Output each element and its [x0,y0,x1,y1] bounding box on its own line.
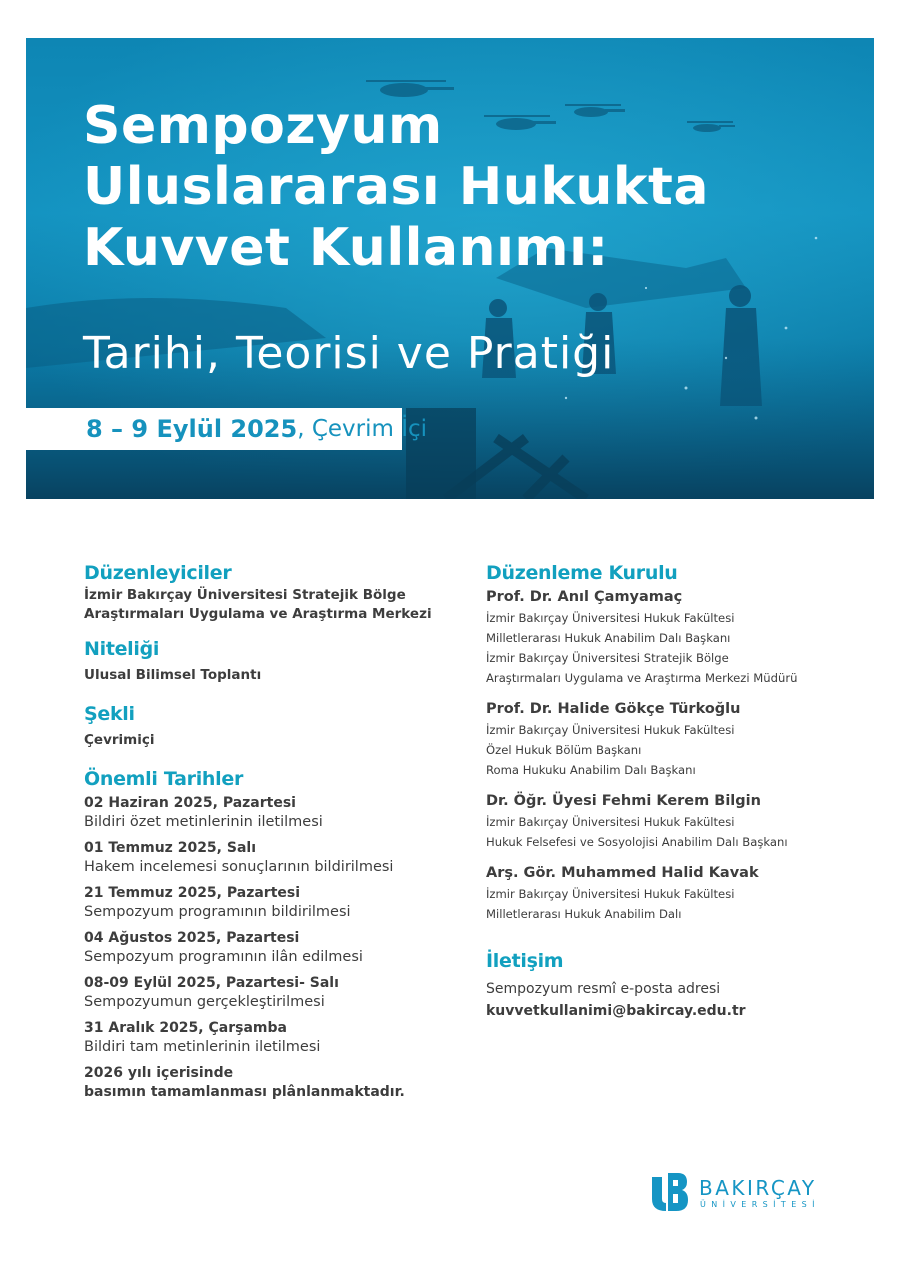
member-name: Dr. Öğr. Üyesi Fehmi Kerem Bilgin [486,793,761,809]
member-role: Roma Hukuku Anabilim Dalı Başkanı [486,763,696,777]
organizers-title: Düzenleyiciler [84,562,232,584]
date-item-desc: Sempozyum programının ilân edilmesi [84,949,363,965]
logo-name: BAKIRÇAY [699,1176,817,1200]
nature-value: Ulusal Bilimsel Toplantı [84,667,262,683]
contact-email-link[interactable]: kuvvetkullanimi@bakircay.edu.tr [486,1003,746,1019]
contact-title: İletişim [486,950,564,972]
date-item-desc: Sempozyumun gerçekleştirilmesi [84,994,325,1010]
member-role: İzmir Bakırçay Üniversitesi Hukuk Fakültesi [486,611,735,625]
hero-title-line: Uluslararası Hukukta [83,157,709,217]
date-list-item [84,794,464,832]
bakircay-logo-icon [652,1173,688,1211]
date-list-item [84,929,464,967]
member-role: Milletlerarası Hukuk Anabilim Dalı Başkanı [486,631,731,645]
publication-note [84,1064,464,1102]
member-role: İzmir Bakırçay Üniversitesi Stratejik Bölge [486,651,729,665]
committee-member [486,586,866,688]
committee-member [486,698,866,780]
date-list-item [84,839,464,877]
contact-text: Sempozyum resmî e-posta adresi [486,981,721,997]
date-item-date: 21 Temmuz 2025, Pazartesi [84,885,301,901]
publication-note-line: 2026 yılı içerisinde [84,1065,234,1081]
date-item-date: 04 Ağustos 2025, Pazartesi [84,930,300,946]
nature-title: Niteliği [84,638,160,660]
committee-member [486,790,866,852]
member-role: Milletlerarası Hukuk Anabilim Dalı [486,907,682,921]
important-dates-title: Önemli Tarihler [84,768,244,790]
member-role: Hukuk Felsefesi ve Sosyolojisi Anabilim Dalı Başkanı [486,835,788,849]
format-title: Şekli [84,703,135,725]
committee-title: Düzenleme Kurulu [486,562,678,584]
member-role: İzmir Bakırçay Üniversitesi Hukuk Fakültesi [486,887,735,901]
right-column [486,560,866,1022]
logo-subtitle: ÜNİVERSİTESİ [700,1200,820,1209]
hero-title [83,96,843,279]
hero-title-line: Kuvvet Kullanımı: [83,218,609,278]
member-name: Arş. Gör. Muhammed Halid Kavak [486,865,759,881]
member-role: Özel Hukuk Bölüm Başkanı [486,743,642,757]
date-item-date: 01 Temmuz 2025, Salı [84,840,256,856]
date-item-desc: Bildiri tam metinlerinin iletilmesi [84,1039,321,1055]
date-item-desc: Hakem incelemesi sonuçlarının bildirilmesi [84,859,394,875]
member-role: Araştırmaları Uygulama ve Araştırma Merkezi Müdürü [486,671,798,685]
event-date-strip [26,408,428,450]
date-list-item [84,1019,464,1057]
date-item-date: 02 Haziran 2025, Pazartesi [84,795,296,811]
date-list-item [84,884,464,922]
member-name: Prof. Dr. Halide Gökçe Türkoğlu [486,701,741,717]
date-item-date: 31 Aralık 2025, Çarşamba [84,1020,287,1036]
event-date: 8 – 9 Eylül 2025 [86,415,298,443]
member-name: Prof. Dr. Anıl Çamyamaç [486,589,683,605]
format-value: Çevrimiçi [84,732,155,748]
date-item-date: 08-09 Eylül 2025, Pazartesi- Salı [84,975,339,991]
bakircay-logo [652,1173,832,1213]
organizers-line: Araştırmaları Uygulama ve Araştırma Merkezi [84,606,432,622]
date-item-desc: Sempozyum programının bildirilmesi [84,904,351,920]
left-column [84,560,464,1102]
member-role: İzmir Bakırçay Üniversitesi Hukuk Fakültesi [486,723,735,737]
committee-member [486,862,866,924]
hero-title-line: Sempozyum [83,96,443,156]
organizers-line: İzmir Bakırçay Üniversitesi Stratejik Bölge [84,587,406,603]
hero-banner [26,38,874,499]
event-mode: , Çevrim İçi [297,416,428,442]
member-role: İzmir Bakırçay Üniversitesi Hukuk Fakültesi [486,815,735,829]
hero-subtitle: Tarihi, Teorisi ve Pratiği [83,328,615,379]
date-item-desc: Bildiri özet metinlerinin iletilmesi [84,814,323,830]
publication-note-line: basımın tamamlanması plânlanmaktadır. [84,1084,405,1100]
date-list-item [84,974,464,1012]
